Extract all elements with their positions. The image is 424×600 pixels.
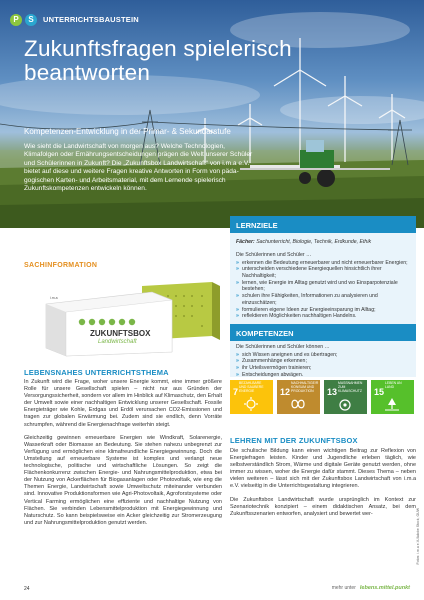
paragraph: Die schulische Bildung kann einen wichtigen Beitrag zur Reflexion von Energiefragen leisten. Kinder und Jugendliche erleben täglich, wie selbstverständlich Strom, Wärme und digitale Geräte genutzt werden, ohne immer zu wissen, woher die Energie dafür stammt. Dieses Thema – neben vielen weiteren – lässt sich mit der Zukunftsbox Landwirtschaft von i.m.a e.V. vielseitig in die Unterrichtsgestaltung integrieren.: [230, 448, 416, 490]
secondary-level-icon: S: [25, 14, 37, 26]
lernziele-list: [230, 260, 416, 320]
list-item: » ihr Urteilsvermögen trainieren;: [236, 365, 410, 372]
kompetenzen-intro: Die Schülerinnen und Schüler können …: [236, 343, 330, 350]
kompetenzen-list: [230, 352, 416, 379]
paragraph: In Zukunft wird die Frage, woher unsere Energie kommt, eine immer größere Rolle für unsere Gesellschaft spielen – nicht nur aus Gründen der Versorgungssicherheit, sondern vor allem im Hinblick auf Klimaschutz, den Erhalt der Umwelt sowie einer nachhaltigen Entwicklung unserer Gesellschaft. Fossile Energieträger wie Kohle, Erdgas und Erdöl verursachen CO2-Emissionen und tragen zur globalen Erwärmung bei. Zudem sind sie endlich, denn Vorräte schrumpfen, während die Energienachfrage weiterhin steigt.: [24, 379, 222, 428]
footer-text: mehr unter: [331, 585, 356, 591]
page-number: 24: [24, 586, 30, 592]
list-item: » lernen, wie Energie im Alltag genutzt wird und wo Einsparpotenziale bestehen;: [236, 280, 410, 293]
list-item: » Zusammenhänge erkennen;: [236, 358, 410, 365]
list-item: » formulieren eigene Ideen zur Energieeinsparung im Alltag;: [236, 307, 410, 314]
footer-brand: lebens.mittel.punkt: [359, 585, 410, 591]
lernziele-panel: [230, 216, 416, 377]
list-item: » reflektieren Möglichkeiten nachhaltigen Handelns.: [236, 313, 410, 320]
box-title: ZUKUNFTSBOX: [90, 329, 151, 338]
sdg-7-icon: 7BEZAHLBARE UND SAUBERE ENERGIE: [230, 380, 273, 414]
primary-level-icon: P: [10, 14, 22, 26]
sdg-12-icon: 12NACHHALTIGE/R KONSUM UND PRODUKTION: [277, 380, 320, 414]
right-column-text: [230, 448, 416, 524]
faecher-line: [230, 233, 416, 249]
sdg-icons: [230, 380, 416, 414]
sachinformation-heading: SACHINFORMATION: [24, 262, 98, 269]
faecher-label: Fächer:: [236, 239, 255, 245]
wind-field-illustration: [0, 0, 424, 228]
list-item: » schulen ihre Fähigkeiten, Informationen zu analysieren und einzuschätzen;: [236, 293, 410, 306]
photo-credit: Fotos: i.m.a e.V./Adobe Stock, GUW: [416, 508, 420, 565]
list-item: » Entscheidungen abwägen.: [236, 372, 410, 379]
left-column-text: [24, 379, 222, 533]
list-item: » unterscheiden verschiedene Energiequellen hinsichtlich ihrer Nachhaltigkeit;: [236, 266, 410, 279]
sdg-13-icon: 13MASSNAHMEN ZUM KLIMASCHUTZ: [324, 380, 367, 414]
list-item: » sich Wissen aneignen und es übertragen;: [236, 352, 410, 359]
module-badge: [10, 13, 139, 26]
box-subtitle: Landwirtschaft: [98, 339, 137, 345]
intro-text: Wie sieht die Landwirtschaft von morgen aus? Welche Technologien, Klimafolgen oder Ernährungsentscheidungen prägen die Welt unserer Schüler und Schülerinnen in Zukunft? Die „Zukunftsbox Landwirtschaft“ von i.m.a e.V. bietet auf diese und weitere Fragen kreative Antworten in Form von päda-gogischen Karten- und Arbeitsmaterial, mit dem Lernende spielerisch Zukunftskompetenzen entwickeln können.: [24, 143, 253, 193]
footer: [332, 585, 410, 591]
left-section-heading: LEBENSNAHES UNTERRICHTSTHEMA: [24, 368, 169, 377]
right-section-heading: LEHREN MIT DER ZUKUNFTSBOX: [230, 436, 358, 445]
paragraph: Die Zukunftsbox Landwirtschaft wurde ursprünglich im Kontext zur Szenariotechnik konzipiert – einem didaktischen Ansatz, bei dem Zukunftsszenarien entworfen, analysiert und bewertet wer-: [230, 496, 416, 517]
list-item: » erkennen die Bedeutung erneuerbarer und nicht erneuerbarer Energien;: [236, 260, 410, 267]
box-brand: i.m.a: [50, 296, 58, 300]
lernziele-intro: Die Schülerinnen und Schüler …: [236, 252, 312, 258]
badge-label: UNTERRICHTSBAUSTEIN: [43, 15, 139, 24]
sdg-15-icon: 15LEBEN AN LAND: [371, 380, 414, 414]
hero-image: [0, 0, 424, 228]
zukunftsbox-image: [42, 278, 228, 358]
page-title: Zukunftsfragen spielerisch beantworten: [24, 36, 292, 85]
page-subtitle: Kompetenzen-Entwicklung in der Primar- & Sekundarstufe: [24, 127, 231, 136]
lernziele-heading: LERNZIELE: [230, 216, 416, 233]
kompetenzen-heading: KOMPETENZEN: [230, 324, 416, 341]
paragraph: Gleichzeitig gewinnen erneuerbare Energien wie Windkraft, Solarenergie, Wasserkraft oder Biomasse an Bedeutung. Sie stehen nahezu unbegrenzt zur Verfügung und ermöglichen eine klimafreundliche Energiegewinnung. Doch die Umstellung auf erneuerbare Systeme ist komplex und verlangt neue technologische, politische und wirtschaftliche Lösungen. So zeigt die Flächenkonkurrenz zwischen Energie- und Nahrungsmittelproduktion, etwa bei der Nutzung von Ackerflächen für Biogasanlagen oder Photovoltaik, wie eng die Themen Energie, Landwirtschaft sowie Umweltschutz miteinander verbunden sind. Innovative Produktionsformen wie Agri-Photovoltaik, Agroforstsysteme oder Vertical Farming ermöglichen eine effiziente und nachhaltige Nutzung von Flächen. Sie verbinden Lebensmittelproduktion mit Energiegewinnung und Naturschutz. So kann beispielsweise ein Acker gleichzeitig zur Stromerzeugung und zur Nahrungsmittelproduktion genutzt werden.: [24, 434, 222, 526]
faecher-value: Sachunterricht, Biologie, Technik, Erdkunde, Ethik: [256, 239, 372, 245]
